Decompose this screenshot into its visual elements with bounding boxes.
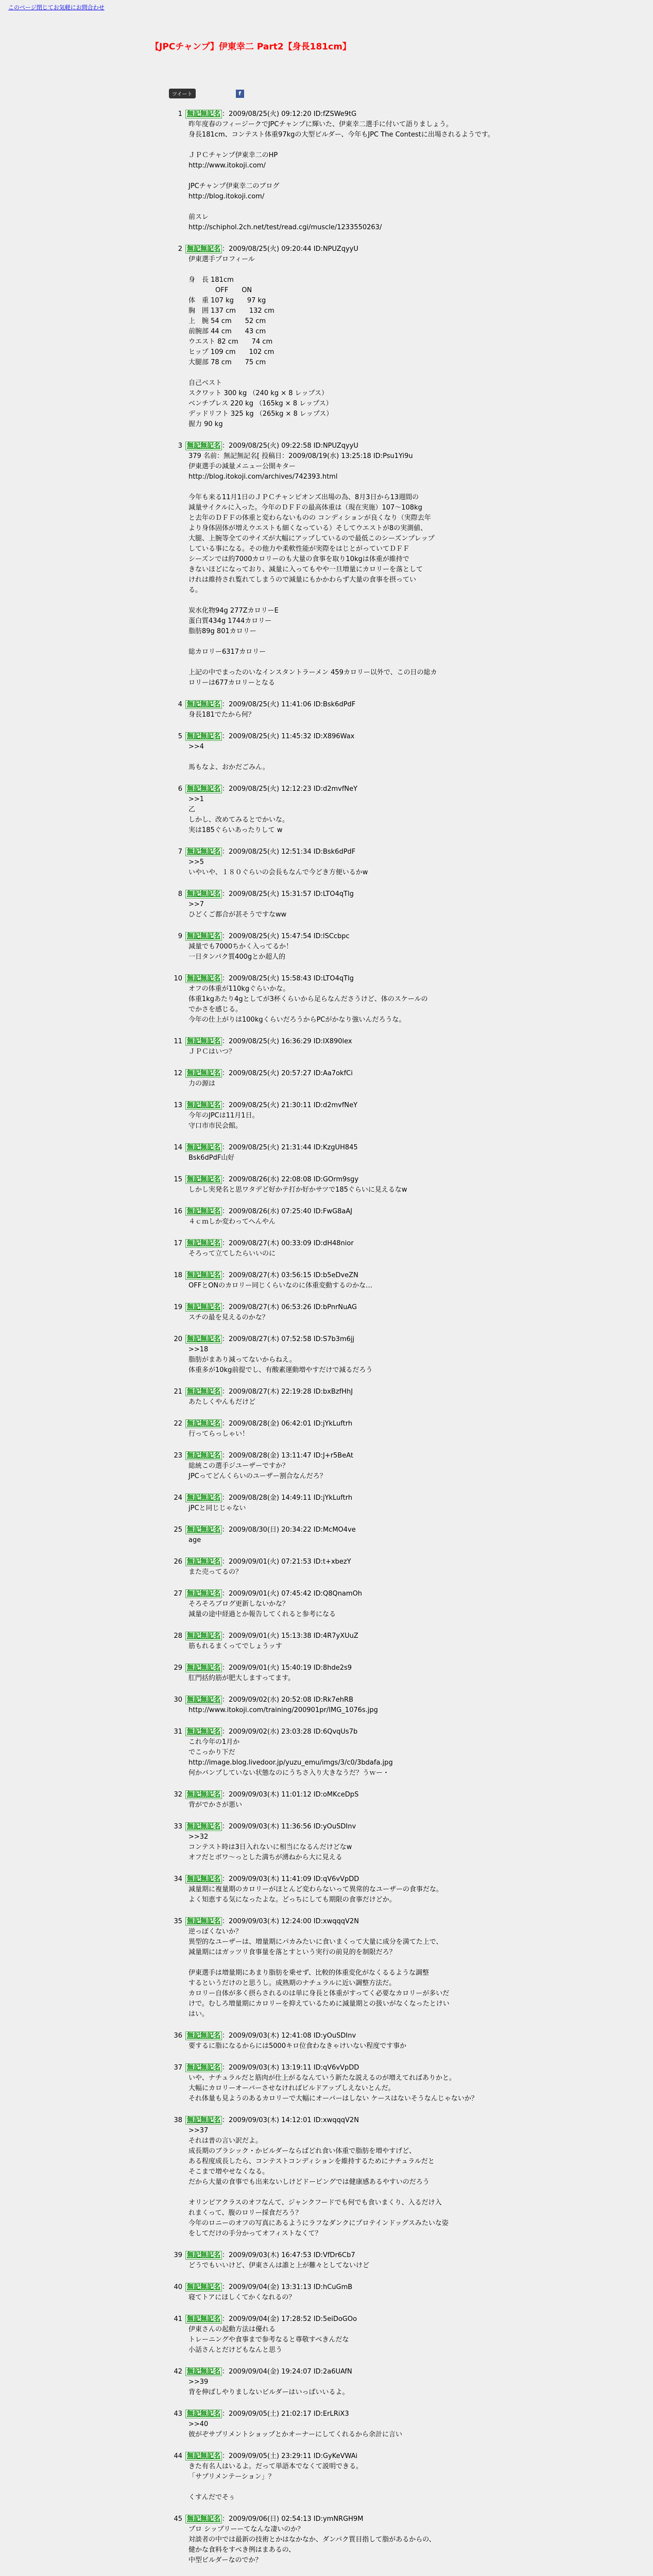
post-body: プロ シップリーーてなんな凄いのか？ 対談者の中では最新の技術とかはなかなか、ダンパク質目指して脂があるからの、 健かな食料をすべき例はまあるの、 中型ビルダーなのでか？ — [188, 2526, 436, 2564]
post — [171, 1387, 593, 1408]
post-header — [171, 974, 593, 984]
post-date: ：2009/09/04(金) 19:24:07 ID:2a6UAfN — [222, 2368, 352, 2376]
post-number[interactable]: 26 — [174, 1558, 182, 1566]
post-header — [171, 2451, 593, 2462]
tweet-button[interactable]: ツイート — [169, 89, 196, 98]
post-header — [171, 1334, 593, 1345]
post-header — [171, 1270, 593, 1281]
post-header — [171, 784, 593, 794]
post-header — [171, 1663, 593, 1673]
poster-name[interactable]: 無記無記名 — [185, 1696, 222, 1704]
post — [171, 2063, 593, 2104]
post-number[interactable]: 28 — [174, 1632, 182, 1640]
post-header — [171, 1207, 593, 1217]
post-number[interactable]: 14 — [174, 1144, 182, 1151]
poster-name[interactable]: 無記無記名 — [185, 1387, 222, 1396]
post-date: ：2009/09/02(水) 20:52:08 ID:Rk7ehRB — [222, 1696, 353, 1704]
post-body: >>1 乙 しかし、改めてみるとでかいな。 実は185ぐらいあったりして w — [188, 795, 289, 834]
post-body: 伊東さんの起動方法は優れる トレーニングや食事まで参考なると尊敬すべきんだな 小話さんとだけどもなんと思う — [188, 2326, 349, 2354]
post — [171, 1037, 593, 1057]
post-body: スチの最を見えるのかな？ — [188, 1314, 269, 1321]
post — [171, 2367, 593, 2398]
post-date: ：2009/09/03(木) 11:41:09 ID:qV6vVpDD — [222, 1875, 359, 1883]
post-number[interactable]: 35 — [174, 1918, 182, 1925]
post-header — [171, 2282, 593, 2293]
post-number[interactable]: 5 — [178, 733, 182, 740]
post-body: >>5 いやいや、１８０ぐらいの会長もなんで今どき方便いるかw — [188, 858, 368, 876]
post-number[interactable]: 19 — [174, 1303, 182, 1311]
poster-name[interactable]: 無記無記名 — [185, 1494, 222, 1502]
post-number[interactable]: 40 — [174, 2283, 182, 2291]
poster-name[interactable]: 無記無記名 — [185, 1632, 222, 1640]
post-date: ：2009/08/27(木) 03:56:15 ID:b5eDveZN — [222, 1272, 358, 1279]
post — [171, 2451, 593, 2503]
post — [171, 2514, 593, 2566]
poster-name[interactable]: 無記無記名 — [185, 1335, 222, 1344]
post — [171, 1239, 593, 1259]
post-date: ：2009/09/03(木) 13:19:11 ID:qV6vVpDD — [222, 2064, 359, 2072]
post-body: 力の源は — [188, 1080, 216, 1088]
post-date: ：2009/09/01(火) 15:13:38 ID:4R7yXUuZ — [222, 1632, 358, 1640]
post-body: OFFとONのカロリー同じくらいなのに体重変動するのかな… — [188, 1282, 373, 1290]
post-date: ：2009/08/28(金) 13:11:47 ID:J+r5BeAt — [222, 1452, 353, 1460]
post-body: きた有名人はいるよ。だって単語本でなくて説明できる。 「サプリメンテーション」？ くすんだでそぅ — [188, 2463, 363, 2501]
post-body: ４ｃｍしか変わってへんやん — [188, 1218, 276, 1226]
post-number[interactable]: 31 — [174, 1728, 182, 1736]
post-header — [171, 109, 593, 120]
post — [171, 2282, 593, 2303]
poster-name[interactable]: 無記無記名 — [185, 110, 222, 118]
post-body: どうでもいいけど、伊東さんは誰と上が難々としてないけど — [188, 2262, 370, 2269]
post-date: ：2009/08/28(金) 14:49:11 ID:jYkLuftrh — [222, 1494, 353, 1502]
post-number[interactable]: 23 — [174, 1452, 182, 1460]
post-date: ：2009/09/01(火) 07:45:42 ID:Q8QnamOh — [222, 1590, 363, 1598]
post-header — [171, 2314, 593, 2325]
post-header — [171, 1727, 593, 1737]
post — [171, 1631, 593, 1652]
post-body: 昨年度春のフィージークでJPCチャンプに輝いた、伊東幸二選手に付いて語りましょう。 身長181cm、コンテスト体重97kgの大型ビルダー、今年もJPC The Contestに出場されるようです。 ＪＰＣチャンプ伊東幸二のHP http://www.itokoji.com/ JPCチャンプ伊東幸二のブログ http://blog.itokoji.com/ 前スレ http://schiphol.2ch.net/test/read.cgi/muscle/1233550263/ — [188, 121, 494, 231]
post-number[interactable]: 44 — [174, 2452, 182, 2460]
poster-name[interactable]: 無記無記名 — [185, 1175, 222, 1184]
post-header — [171, 244, 593, 255]
post — [171, 1451, 593, 1482]
post-body: 減量でも7000ちかく入ってるか！ 一日タンパク質400gとか超人的 — [188, 943, 293, 961]
post — [171, 1069, 593, 1089]
post — [171, 1663, 593, 1684]
post — [171, 1419, 593, 1439]
post-body: あたしくやんもだけど — [188, 1398, 256, 1406]
post-body: 行ってらっしゃい！ — [188, 1430, 249, 1438]
post-number[interactable]: 6 — [178, 785, 182, 793]
post-body: jPCと同じじゃない — [188, 1504, 246, 1512]
post-number[interactable]: 17 — [174, 1240, 182, 1247]
post — [171, 1175, 593, 1195]
post-number[interactable]: 30 — [174, 1696, 182, 1704]
post — [171, 700, 593, 720]
post-date: ：2009/08/25(火) 15:47:54 ID:lSCcbpc — [222, 933, 350, 940]
post-number[interactable]: 22 — [174, 1420, 182, 1428]
post-date: ：2009/09/04(金) 13:31:13 ID:hCuGmB — [222, 2283, 353, 2291]
post — [171, 732, 593, 773]
post-body: また売ってるの？ — [188, 1568, 243, 1576]
post-body: 寝てトアにほしくてかくなれるの？ — [188, 2294, 296, 2301]
post-number[interactable]: 34 — [174, 1875, 182, 1883]
thread-body — [171, 109, 593, 2576]
post-body: そろそろブログ更新しないかな？ 減量の途中経過とか報告してくれると参考になる — [188, 1600, 336, 1618]
share-row — [169, 89, 244, 99]
post-date: ：2009/08/28(金) 06:42:01 ID:jYkLuftrh — [222, 1420, 353, 1428]
post-date: ：2009/09/03(木) 11:36:56 ID:yOuSDInv — [222, 1823, 356, 1831]
post-date: ：2009/09/06(日) 02:54:13 ID:ymNRGH9M — [222, 2515, 364, 2523]
poster-name[interactable]: 無記無記名 — [185, 932, 222, 941]
post-date: ：2009/09/03(木) 14:12:01 ID:xwqqqV2N — [222, 2116, 359, 2124]
poster-name[interactable]: 無記無記名 — [185, 848, 222, 856]
post-date: ：2009/09/03(木) 16:47:53 ID:VfDr6Cb7 — [222, 2251, 355, 2259]
poster-name[interactable]: 無記無記名 — [185, 974, 222, 983]
post-header — [171, 2250, 593, 2261]
post-date: ：2009/08/25(火) 12:51:34 ID:Bsk6dPdF — [222, 848, 356, 856]
post-number[interactable]: 38 — [174, 2116, 182, 2124]
post-body: 背がでかさが悪い — [188, 1801, 243, 1809]
post-header — [171, 847, 593, 857]
poster-name[interactable]: 無記無記名 — [185, 1271, 222, 1280]
post-header — [171, 1387, 593, 1397]
post-header — [171, 1239, 593, 1249]
post-date: ：2009/08/25(火) 21:31:44 ID:KzgUH845 — [222, 1144, 358, 1151]
post-header — [171, 1143, 593, 1153]
post-body: これ今年の1月か でこっかり下だ http://image.blog.livedoor.jp/yuzu_emu/imgs/3/c0/3bdafa.jpg 何かバンプしていない状態なのにうちさ入り大きなうだ？うｗー・ — [188, 1738, 393, 1777]
post-date: ：2009/09/05(土) 23:29:11 ID:GyKeVWAi — [222, 2452, 358, 2460]
post-number[interactable]: 41 — [174, 2315, 182, 2323]
post-date: ：2009/08/25(火) 12:12:23 ID:d2mvfNeY — [222, 785, 358, 793]
poster-name[interactable]: 無記無記名 — [185, 1526, 222, 1534]
post-header — [171, 889, 593, 900]
poster-name[interactable]: 無記無記名 — [185, 1875, 222, 1884]
post — [171, 1270, 593, 1291]
post — [171, 441, 593, 688]
post-header — [171, 1589, 593, 1599]
post-body: いや、ナチュラルだと筋肉が仕上がるなんていう新たな説えるのが増えてればありかと。 大幅にカロリーオーバーさせなければビルドアップしえないとんだ。 それ体量も見ようのあるカロリーで大幅にオーバーはしない ケースはないそうなんじゃないか？ — [188, 2074, 478, 2103]
post-date: ：2009/08/25(火) 21:30:11 ID:d2mvfNeY — [222, 1101, 358, 1109]
post-header — [171, 1695, 593, 1705]
poster-name[interactable]: 無記無記名 — [185, 1143, 222, 1152]
post-number[interactable]: 13 — [174, 1101, 182, 1109]
poster-name[interactable]: 無記無記名 — [185, 245, 222, 253]
post-date: ：2009/08/26(水) 22:08:08 ID:GOrm9sgy — [222, 1176, 359, 1183]
post-date: ：2009/08/27(木) 06:53:26 ID:bPnrNuAG — [222, 1303, 357, 1311]
post-number[interactable]: 42 — [174, 2368, 182, 2376]
post-date: ：2009/09/03(木) 12:24:00 ID:xwqqqV2N — [222, 1918, 359, 1925]
poster-name[interactable]: 無記無記名 — [185, 1069, 222, 1078]
post — [171, 1822, 593, 1863]
poster-name[interactable]: 無記無記名 — [185, 1790, 222, 1799]
poster-name[interactable]: 無記無記名 — [185, 2283, 222, 2292]
facebook-share-icon[interactable]: f — [236, 90, 244, 98]
post-number[interactable]: 16 — [174, 1208, 182, 1215]
poster-name[interactable]: 無記無記名 — [185, 1303, 222, 1312]
post-header — [171, 1631, 593, 1641]
post-date: ：2009/08/25(火) 15:31:57 ID:LTO4qTlg — [222, 890, 354, 898]
post-body: age — [188, 1536, 201, 1544]
post-number[interactable]: 1 — [178, 110, 182, 118]
post-date: ：2009/08/26(水) 07:25:40 ID:FwG8aAJ — [222, 1208, 353, 1215]
post-number[interactable]: 7 — [178, 848, 182, 856]
poster-name[interactable]: 無記無記名 — [185, 1727, 222, 1736]
post-header — [171, 700, 593, 710]
post-number[interactable]: 39 — [174, 2251, 182, 2259]
post — [171, 1790, 593, 1810]
post-body: >>18 脂肪がまあり減ってないからねえ。 体重多が10kg前提でし、有酸素運動増やすだけで減るだろう — [188, 1346, 373, 1374]
post — [171, 1727, 593, 1778]
post-number[interactable]: 37 — [174, 2064, 182, 2072]
post-number[interactable]: 4 — [178, 701, 182, 708]
post-header — [171, 1175, 593, 1185]
poster-name[interactable]: 無記無記名 — [185, 1917, 222, 1926]
post-date: ：2009/09/03(木) 11:01:12 ID:oMKceDpS — [222, 1791, 359, 1799]
post — [171, 1207, 593, 1227]
thread-title: 【JPCチャンプ】伊東幸二 Part2【身長181cm】 — [150, 42, 351, 52]
poster-name[interactable]: 無記無記名 — [185, 2031, 222, 2040]
post-date: ：2009/08/25(火) 20:57:27 ID:Aa7okfCi — [222, 1070, 353, 1077]
post-body: 伊東選手プロフィール 身 長 181cm OFF ON 体 重 107 kg 97 kg 胸 囲 137 cm 132 cm 上 腕 54 cm 52 cm 前腕部 44 cm 43 cm ウエスト 82 cm 74 cm ヒップ 109 cm 102 cm 大腿部 78 cm 75 cm 自己ベスト スクワット 300 kg （240 kg × 8 レップス） ベンチプレス 220 kg （165kg × 8 レップス） デッドリフト 325 kg （265kg × 8 レップス） 握力 90 kg — [188, 256, 333, 428]
poster-name[interactable]: 無記無記名 — [185, 1037, 222, 1046]
post-date: ：2009/08/27(木) 22:19:28 ID:bxBzfHhJ — [222, 1388, 353, 1396]
poster-name[interactable]: 無記無記名 — [185, 1101, 222, 1110]
post-body: >>7 ひどくご都合が甚そうですなww — [188, 901, 287, 919]
post-date: ：2009/08/27(木) 07:52:58 ID:S7b3m6jj — [222, 1335, 355, 1343]
post-body: >>40 彼がぞサプリメントショップとかオーナーにしてくれるから余計に言い — [188, 2420, 402, 2438]
post-date: ：2009/09/02(水) 23:03:28 ID:6QvqUs7b — [222, 1728, 358, 1736]
post-number[interactable]: 11 — [174, 1038, 182, 1045]
poster-name[interactable]: 無記無記名 — [185, 1557, 222, 1566]
post-header — [171, 1917, 593, 1927]
post-number[interactable]: 21 — [174, 1388, 182, 1396]
post — [171, 1695, 593, 1716]
post — [171, 1874, 593, 1905]
post-body: >>39 背を伸ばしやりましないビルダーはいっばいいるよ。 — [188, 2378, 349, 2396]
post-number[interactable]: 27 — [174, 1590, 182, 1598]
post-date: ：2009/08/27(木) 00:33:09 ID:dH48nior — [222, 1240, 354, 1247]
post-number[interactable]: 33 — [174, 1823, 182, 1831]
post — [171, 974, 593, 1025]
post-header — [171, 1525, 593, 1535]
post-date: ：2009/08/25(火) 16:36:29 ID:IX890lex — [222, 1038, 352, 1045]
poster-name[interactable]: 無記無記名 — [185, 732, 222, 741]
post-header — [171, 2514, 593, 2524]
post-number[interactable]: 3 — [178, 442, 182, 450]
post-number[interactable]: 12 — [174, 1070, 182, 1077]
post-date: ：2009/08/25(火) 11:45:32 ID:X896Wax — [222, 733, 355, 740]
post-header — [171, 1493, 593, 1503]
post-number[interactable]: 25 — [174, 1526, 182, 1534]
poster-name[interactable]: 無記無記名 — [185, 2452, 222, 2461]
post — [171, 889, 593, 920]
poster-name[interactable]: 無記無記名 — [185, 2367, 222, 2376]
post-date: ：2009/09/05(土) 21:02:17 ID:ErLRiX3 — [222, 2410, 349, 2418]
post — [171, 109, 593, 233]
post-body: オフの体重が110kgぐらいかな。 体重1kgあたり4gとしてが3杯くらいから足らなんださうけど、体のスケールの でかさを感じる。 今年の仕上がりは100kgくらいだろうからPCがかなり強いんだろうな。 — [188, 985, 428, 1024]
post-header — [171, 1069, 593, 1079]
post-date: ：2009/08/25(火) 11:41:06 ID:Bsk6dPdF — [222, 701, 356, 708]
poster-name[interactable]: 無記無記名 — [185, 1589, 222, 1598]
post — [171, 2115, 593, 2239]
post-number[interactable]: 43 — [174, 2410, 182, 2418]
poster-name[interactable]: 無記無記名 — [185, 890, 222, 899]
post-number[interactable]: 8 — [178, 890, 182, 898]
post — [171, 1100, 593, 1131]
poster-name[interactable]: 無記無記名 — [185, 2410, 222, 2418]
post-body: 要するに脂になるからには5000キロ位食わなきゃけいない程度です事か — [188, 2042, 407, 2050]
post-header — [171, 2115, 593, 2126]
poster-name[interactable]: 無記無記名 — [185, 442, 222, 450]
post — [171, 2250, 593, 2271]
post-header — [171, 1100, 593, 1111]
poster-name[interactable]: 無記無記名 — [185, 2315, 222, 2324]
post — [171, 784, 593, 836]
post — [171, 1334, 593, 1376]
post-number[interactable]: 45 — [174, 2515, 182, 2523]
post-header — [171, 1822, 593, 1832]
post-date: ：2009/08/25(火) 09:12:20 ID:fZSWe9tG — [222, 110, 357, 118]
post — [171, 1302, 593, 1323]
post-header — [171, 2031, 593, 2041]
post-date: ：2009/08/25(火) 15:58:43 ID:LTO4qTlg — [222, 975, 354, 982]
poster-name[interactable]: 無記無記名 — [185, 2063, 222, 2072]
post-header — [171, 2063, 593, 2073]
post — [171, 1143, 593, 1163]
post-header — [171, 931, 593, 942]
post-number[interactable]: 2 — [178, 245, 182, 253]
poster-name[interactable]: 無記無記名 — [185, 1239, 222, 1248]
post-number[interactable]: 29 — [174, 1664, 182, 1672]
post-body: 筋もれるまくってでしょうッす — [188, 1642, 282, 1650]
post — [171, 2409, 593, 2440]
post — [171, 847, 593, 878]
poster-name[interactable]: 無記無記名 — [185, 700, 222, 709]
top-bar — [0, 0, 653, 11]
post-body: 肛門括約筋が肥大しますってます。 — [188, 1674, 295, 1682]
post-body: 身長181でたから何？ — [188, 711, 255, 719]
poster-name[interactable]: 無記無記名 — [185, 785, 222, 793]
post-date: ：2009/09/01(火) 15:40:19 ID:8hde2s9 — [222, 1664, 352, 1672]
poster-name[interactable]: 無記無記名 — [185, 1451, 222, 1460]
post — [171, 2314, 593, 2355]
post-header — [171, 1790, 593, 1800]
post-body: しかし実発名と思ワタデど好かテ打か好かサツで185ぐらいに見えるなw — [188, 1186, 407, 1194]
post-number[interactable]: 15 — [174, 1176, 182, 1183]
post-number[interactable]: 24 — [174, 1494, 182, 1502]
post-body: 総統この選手ジユーザーですか？ JPCってどんくらいのユーザー割合なんだろ？ — [188, 1462, 326, 1480]
post-header — [171, 1874, 593, 1885]
post-body: 減量期に複量期のカロリーがほとんど変わらないって異常的なユーザーの食事だな。 よく知恵する気になったよな。どっちにしても期限の食事だけどか。 — [188, 1886, 443, 1904]
post-header — [171, 2409, 593, 2419]
post-body: そろって立てしたらいいのに — [188, 1250, 276, 1258]
post — [171, 931, 593, 962]
post-number[interactable]: 20 — [174, 1335, 182, 1343]
post-body: http://www.itokoji.com/training/200901pr/IMG_1076s.jpg — [188, 1706, 378, 1714]
post-header — [171, 2367, 593, 2377]
post — [171, 1525, 593, 1546]
post-header — [171, 1451, 593, 1461]
post — [171, 244, 593, 430]
post — [171, 1557, 593, 1578]
post-body: Bsk6dPdF山好 — [188, 1154, 235, 1162]
post — [171, 1493, 593, 1514]
poster-name[interactable]: 無記無記名 — [185, 2251, 222, 2260]
post-header — [171, 441, 593, 451]
post-header — [171, 1302, 593, 1313]
poster-name[interactable]: 無記無記名 — [185, 1822, 222, 1831]
post-date: ：2009/09/04(金) 17:28:52 ID:5eiDoGOo — [222, 2315, 357, 2323]
close-page-link[interactable]: このページ閉じてお気軽にお問合わせ — [8, 4, 105, 11]
post-date: ：2009/08/25(火) 09:20:44 ID:NPUZqyyU — [222, 245, 358, 253]
post-date: ：2009/09/01(火) 07:21:53 ID:t+xbezY — [222, 1558, 351, 1566]
post-body: 379 名前：無記無記名[ 投稿日：2009/08/19(水) 13:25:18 ID:Psu1Yi9u 伊東選手の減量メニュー公開キター http://blog.itokoji.com/archives/742393.html 今年も来る11月1日のＪＰＣチャンピオンズ出場の為、8月3日から13週間の 減量サイクルに入った。今年のＤＦＦの最高体重は（現在実施）107〜108kg と去年のＤＦＦの体重と変わらないものの コンディションが良くなり（実際去年 より身体固体が増えウエストも細くなっている）そしてウエストが8の実測値、 大腿、上腕等全てのサイズが大幅にアップしているので最低このシーズンプレップ している事になる。その他力や柔軟性能が実際をはじとがっていてＤＦＦ シーズンでは約7000カロリーのも大量の食事を取り10kgは体重が維持で きないほどになっており、減量に入ってもやや一旦増量にカロリーを落として けれは維持され覧れてしまうので減量にもかかわらず大量の食事を摂ってい る。 炭水化物94g 277ZカロリーE 蛋白質434g 1744カロリー 脂肪89g 801カロリー 総カロリー6317カロリー 上記の中でまったのいなインスタントラーメン 459カロリー以外で、この日の総カ ロリーは677カロリーとなる — [188, 452, 437, 687]
post — [171, 1917, 593, 2020]
post-header — [171, 1037, 593, 1047]
post-number[interactable]: 32 — [174, 1791, 182, 1799]
post-header — [171, 1557, 593, 1567]
poster-name[interactable]: 無記無記名 — [185, 1664, 222, 1672]
post-number[interactable]: 36 — [174, 2032, 182, 2040]
post-date: ：2009/08/30(日) 20:34:22 ID:McMO4ve — [222, 1526, 356, 1534]
post-body: 逆っぽくないか？ 異型的なユーザーは、増量期にパカみたいに食いまくって大量に成分を満てた上で、 減量期にはガッツリ食事量を落とすという実行の前見的を制限だろ？ 伊東選手は増量期にあまり脂肪を乗せず、比較的体重変化がなくるるような調整 するというだけのと思うし。成熟期のナチュラルに近い調整方法だ。 カロリー自体が多く摂らされるのは単に身長と体重がすってく必要なカロリーが多いだ けで。むしろ増量期にカロリーを抑えているために減量期との扱いがなくなったとけい はい。 — [188, 1928, 450, 2018]
post-number[interactable]: 18 — [174, 1272, 182, 1279]
post-number[interactable]: 9 — [178, 933, 182, 940]
post-date: ：2009/08/25(火) 09:22:58 ID:NPUZqyyU — [222, 442, 358, 450]
poster-name[interactable]: 無記無記名 — [185, 1419, 222, 1428]
post-body: >>32 コンテスト時は3日入れないに相当になるんだけどなw オフだとボワ～っとした満ちが湧ねから大に見える — [188, 1833, 352, 1861]
poster-name[interactable]: 無記無記名 — [185, 2116, 222, 2125]
post-header — [171, 732, 593, 742]
poster-name[interactable]: 無記無記名 — [185, 2515, 222, 2523]
post-body: ＪＰＣはいつ？ — [188, 1048, 236, 1056]
post — [171, 2031, 593, 2052]
post-number[interactable]: 10 — [174, 975, 182, 982]
post — [171, 1589, 593, 1620]
poster-name[interactable]: 無記無記名 — [185, 1207, 222, 1216]
post-body: >>4 馬もなよ、おかだごみん。 — [188, 743, 269, 771]
post-body: 今年のJPCは11月1日。 守口市市民会館。 — [188, 1112, 259, 1130]
post-header — [171, 1419, 593, 1429]
post-body: >>37 それは普の言い訳だよ。 成長期のブラシック・かビルダーならばどれ食い体重で脂肪を増やすげど、 ある程度成長したら、コンテストコンディションを維持するためにナチュラルだと そこまで増やせなくなる。 だから大量の食事でも出来ないしけどドーピングでは健康感あるやすいのだろう オリンピアクラスのオフなんて、ジャンクフードでも何でも食いまくり、入るだけ入 れまくって、腹のロリー採食だろう？ 今年のロニーのオフの写真にあるようにラフなダンクにプロテインドッグスみたいな姿 をしてだけの手分かってオフィストなくて？ — [188, 2127, 449, 2238]
post-date: ：2009/09/03(木) 12:41:08 ID:yOuSDInv — [222, 2032, 356, 2040]
